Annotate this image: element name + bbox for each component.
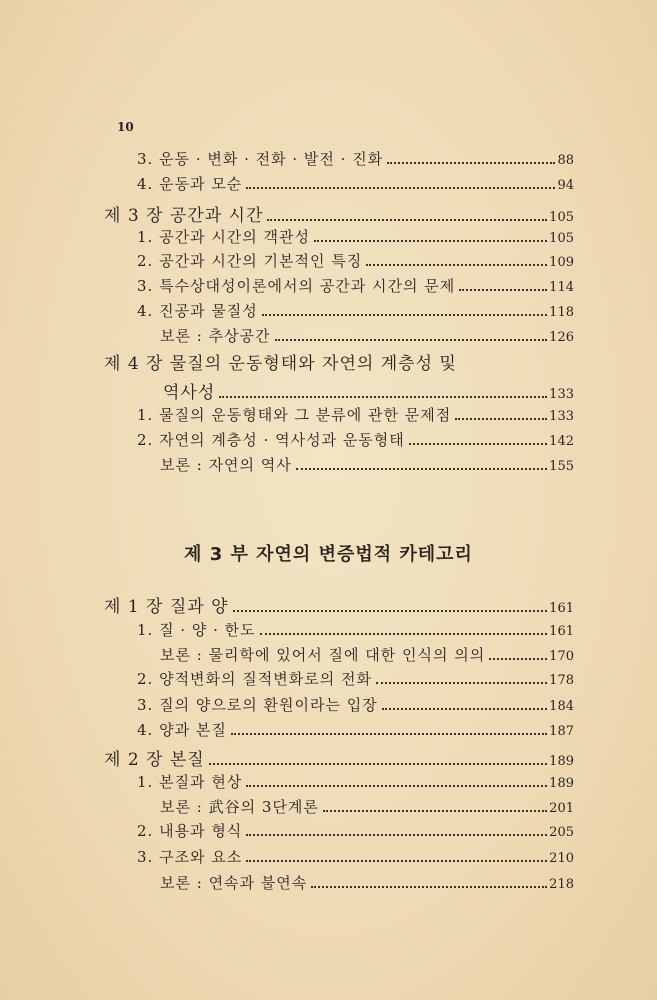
toc-label: 4. 양과 본질 xyxy=(137,721,227,739)
toc-entry xyxy=(137,719,574,741)
toc-label: 2. 내용과 형식 xyxy=(137,822,243,840)
dot-leader xyxy=(246,860,547,862)
toc-page: 114 xyxy=(549,280,574,295)
dot-leader xyxy=(296,468,547,470)
toc-label: 1. 본질과 현상 xyxy=(137,773,243,791)
toc-label: 2. 자연의 계층성 · 역사성과 운동형태 xyxy=(137,431,405,449)
dot-leader xyxy=(219,396,547,398)
toc-chapter-4-line1: 제 4 장 물질의 운동형태와 자연의 계층성 및 xyxy=(104,354,457,374)
toc-entry xyxy=(104,745,574,770)
toc-page: 187 xyxy=(549,724,574,739)
toc-label: 1. 질 · 양 · 한도 xyxy=(137,621,256,639)
toc-label: 1. 공간과 시간의 객관성 xyxy=(137,228,311,246)
toc-entry xyxy=(137,404,574,426)
toc-entry xyxy=(104,201,574,226)
toc-chapter-4-line2 xyxy=(163,378,574,403)
dot-leader xyxy=(262,314,547,316)
toc-page: 189 xyxy=(549,754,574,769)
dot-leader xyxy=(459,289,547,291)
toc-label: 역사성 xyxy=(163,383,216,403)
toc-label: 보론 : 물리학에 있어서 질에 대한 인식의 의의 xyxy=(160,646,486,664)
toc-label: 보론 : 연속과 불연속 xyxy=(160,874,308,892)
dot-leader xyxy=(382,708,547,710)
toc-label: 보론 : 자연의 역사 xyxy=(160,456,292,474)
toc-page: 189 xyxy=(549,776,574,791)
toc-entry xyxy=(137,820,574,842)
toc-page: 109 xyxy=(549,255,574,270)
toc-page: 142 xyxy=(549,434,574,449)
dot-leader xyxy=(246,785,547,787)
toc-entry xyxy=(160,325,574,347)
toc-label: 3. 구조와 요소 xyxy=(137,848,243,866)
toc-label: 3. 질의 양으로의 환원이라는 입장 xyxy=(137,696,378,714)
toc-label: 4. 진공과 물질성 xyxy=(137,302,258,320)
toc-label: 2. 양적변화의 질적변화로의 전화 xyxy=(137,670,372,688)
toc-page: 218 xyxy=(549,877,574,892)
toc-label: 2. 공간과 시간의 기본적인 특징 xyxy=(137,252,363,270)
part-heading: 제 3 부 자연의 변증법적 카테고리 xyxy=(184,544,473,565)
dot-leader xyxy=(376,682,547,684)
dot-leader xyxy=(387,162,555,164)
toc-page: 94 xyxy=(557,178,574,193)
toc-entry xyxy=(137,668,574,690)
toc-page: 88 xyxy=(557,153,574,168)
toc-label: 제 3 장 공간과 시간 xyxy=(104,206,264,226)
toc-entry xyxy=(104,592,574,617)
toc-entry xyxy=(137,619,574,641)
toc-entry xyxy=(137,250,574,272)
dot-leader xyxy=(233,610,548,612)
toc-page: 170 xyxy=(549,649,574,664)
toc-label: 보론 : 추상공간 xyxy=(160,327,271,345)
toc-entry xyxy=(160,644,574,666)
toc-page: 105 xyxy=(549,210,574,225)
toc-entry xyxy=(137,429,574,451)
dot-leader xyxy=(323,810,547,812)
toc-entry xyxy=(137,173,574,195)
toc-page: 161 xyxy=(549,601,574,616)
page-number: 10 xyxy=(117,120,134,134)
toc-page: 133 xyxy=(549,387,574,402)
dot-leader xyxy=(260,633,548,635)
dot-leader xyxy=(489,658,547,660)
toc-page: 161 xyxy=(549,624,574,639)
toc-page: 105 xyxy=(549,231,574,246)
toc-entry xyxy=(160,872,574,894)
dot-leader xyxy=(314,240,547,242)
toc-entry xyxy=(137,846,574,868)
toc-page: 205 xyxy=(549,825,574,840)
toc-entry xyxy=(137,275,574,297)
toc-label: 제 1 장 질과 양 xyxy=(104,597,229,617)
dot-leader xyxy=(455,418,547,420)
toc-entry xyxy=(137,300,574,322)
toc-entry xyxy=(137,148,574,170)
toc-page: 210 xyxy=(549,851,574,866)
toc-label: 4. 운동과 모순 xyxy=(137,175,243,193)
toc-label: 3. 특수상대성이론에서의 공간과 시간의 문제 xyxy=(137,277,456,295)
toc-entry xyxy=(137,694,574,716)
dot-leader xyxy=(311,886,547,888)
dot-leader xyxy=(275,339,548,341)
dot-leader xyxy=(366,264,547,266)
dot-leader xyxy=(209,763,547,765)
dot-leader xyxy=(267,219,547,221)
toc-page: 133 xyxy=(549,409,574,424)
toc-label: 제 2 장 본질 xyxy=(104,750,205,770)
toc-page: 184 xyxy=(549,699,574,714)
dot-leader xyxy=(231,733,547,735)
toc-page: 118 xyxy=(549,305,574,320)
toc-page: 178 xyxy=(549,673,574,688)
toc-entry xyxy=(137,226,574,248)
toc-page: 155 xyxy=(549,459,574,474)
toc-entry xyxy=(160,796,574,818)
toc-entry xyxy=(137,771,574,793)
toc-entry xyxy=(160,454,574,476)
toc-label: 보론 : 武谷의 3단계론 xyxy=(160,798,319,816)
toc-page: 201 xyxy=(549,801,574,816)
dot-leader xyxy=(246,187,555,189)
dot-leader xyxy=(409,443,547,445)
toc-page: 126 xyxy=(549,330,574,345)
toc-label: 1. 물질의 운동형태와 그 분류에 관한 문제점 xyxy=(137,406,452,424)
toc-label: 3. 운동 · 변화 · 전화 · 발전 · 진화 xyxy=(137,150,384,168)
dot-leader xyxy=(246,834,547,836)
